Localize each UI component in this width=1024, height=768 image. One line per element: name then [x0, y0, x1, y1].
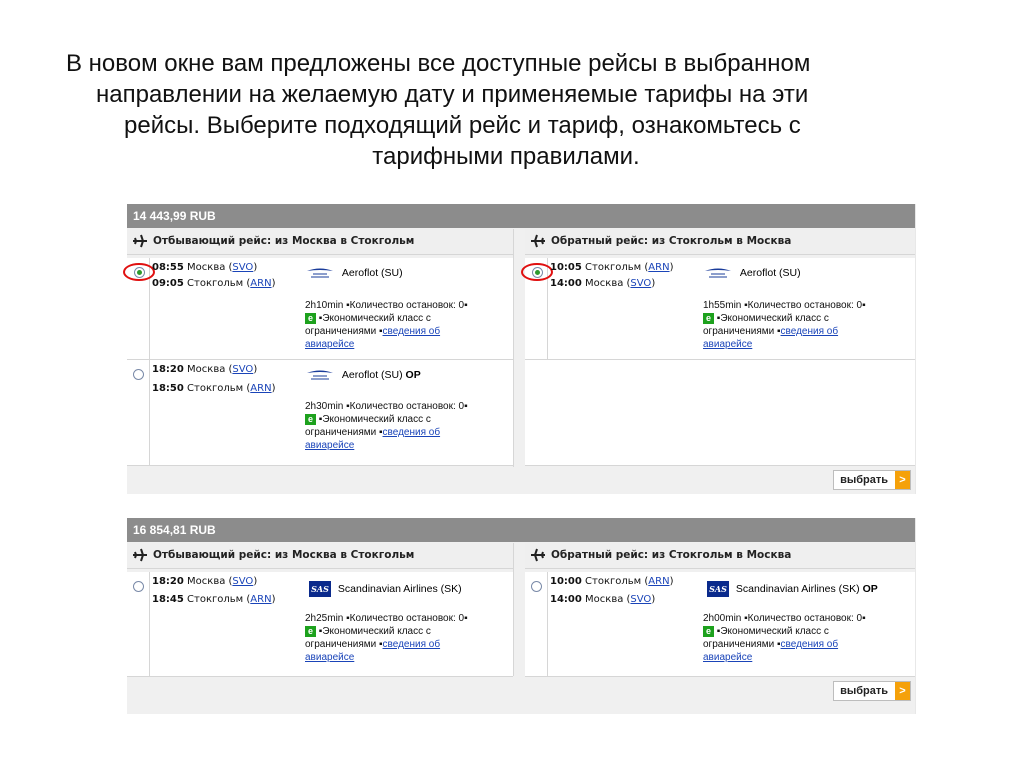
economy-badge-icon: e	[305, 626, 316, 637]
departure-line	[152, 576, 257, 587]
paren: )	[669, 576, 674, 587]
aeroflot-logo-icon	[703, 265, 733, 281]
arrival-time: 09:05	[152, 278, 184, 289]
departure-airport-link[interactable]: SVO	[232, 576, 254, 587]
flight-info-link[interactable]: сведения об	[780, 326, 839, 337]
departure-time: 10:05	[550, 262, 582, 273]
flight-info-link[interactable]: авиарейсе	[305, 339, 355, 350]
departure-city: Стокгольм (	[585, 262, 649, 273]
carrier	[703, 265, 801, 281]
sas-logo-icon: SAS	[309, 581, 331, 597]
paren: )	[651, 278, 656, 289]
flight-details	[703, 612, 913, 664]
flight-info-link[interactable]: сведения об	[780, 639, 839, 650]
aeroflot-logo-icon	[305, 367, 335, 383]
class-text: ▪Экономический класс с	[716, 313, 829, 324]
carrier	[305, 265, 403, 281]
plane-arrival-icon	[530, 547, 546, 563]
slide-line-1: В новом окне вам предложены все доступные рейсы в выбранном	[66, 50, 811, 77]
departure-airport-link[interactable]: SVO	[232, 364, 254, 375]
economy-badge-icon: e	[703, 313, 714, 324]
flight-radio[interactable]	[531, 581, 542, 592]
economy-badge-icon: e	[305, 414, 316, 425]
duration-stops: 2h10min ▪Количество остановок: 0▪	[305, 300, 468, 311]
flight-details	[305, 612, 515, 664]
plane-departure-icon	[132, 233, 148, 249]
flight-option	[127, 572, 513, 677]
class-text-2: ограничениями ▪	[703, 326, 781, 337]
departure-time: 08:55	[152, 262, 184, 273]
carrier	[309, 581, 462, 597]
fare-price: 16 854,81 RUB	[127, 518, 915, 542]
outbound-header	[127, 229, 513, 255]
flight-radio[interactable]	[133, 369, 144, 380]
class-text: ▪Экономический класс с	[318, 414, 431, 425]
select-label: выбрать	[840, 685, 888, 697]
class-text-2: ограничениями ▪	[305, 639, 383, 650]
empty-return-area	[525, 360, 915, 466]
departure-city: Москва (	[187, 262, 233, 273]
arrival-city: Москва (	[585, 278, 631, 289]
sas-logo-icon: SAS	[707, 581, 729, 597]
highlight-ring	[521, 263, 553, 281]
return-header-label: Обратный рейс: из Стокгольм в Москва	[551, 549, 792, 561]
arrival-airport-link[interactable]: ARN	[250, 594, 272, 605]
class-text-2: ограничениями ▪	[305, 427, 383, 438]
arrival-airport-link[interactable]: SVO	[630, 594, 652, 605]
carrier-name: Scandinavian Airlines (SK)	[735, 582, 860, 595]
flight-info-link[interactable]: авиарейсе	[305, 652, 355, 663]
class-text: ▪Экономический класс с	[318, 626, 431, 637]
departure-time: 18:20	[152, 364, 184, 375]
return-header	[525, 229, 915, 255]
duration-stops: 2h25min ▪Количество остановок: 0▪	[305, 613, 468, 624]
paren: )	[271, 278, 276, 289]
carrier-name: Aeroflot (SU)	[739, 266, 801, 279]
carrier	[707, 581, 878, 597]
plane-departure-icon	[132, 547, 148, 563]
flight-info-link[interactable]: сведения об	[382, 639, 441, 650]
arrival-time: 18:50	[152, 383, 184, 394]
outbound-header-label: Отбывающий рейс: из Москва в Стокгольм	[153, 235, 415, 247]
paren: )	[253, 576, 258, 587]
flight-info-link[interactable]: авиарейсе	[703, 652, 753, 663]
flight-details	[305, 400, 515, 452]
aeroflot-logo-icon	[305, 265, 335, 281]
fare-price: 14 443,99 RUB	[127, 204, 915, 228]
paren: )	[651, 594, 656, 605]
slide-line-3: рейсы. Выберите подходящий рейс и тариф, ознакомьтесь с	[124, 112, 801, 139]
slide-description	[66, 48, 966, 172]
departure-line	[550, 262, 673, 273]
departure-time: 10:00	[550, 576, 582, 587]
departure-airport-link[interactable]: ARN	[648, 576, 670, 587]
outbound-header-label: Отбывающий рейс: из Москва в Стокгольм	[153, 549, 415, 561]
departure-line	[152, 364, 257, 375]
carrier-suffix: OP	[862, 582, 878, 595]
flight-details	[703, 299, 913, 351]
return-header-label: Обратный рейс: из Стокгольм в Москва	[551, 235, 792, 247]
economy-badge-icon: e	[305, 313, 316, 324]
slide-line-2: направлении на желаемую дату и применяемые тарифы на эти	[96, 81, 809, 108]
flight-info-link[interactable]: авиарейсе	[305, 440, 355, 451]
paren: )	[271, 383, 276, 394]
flight-details	[305, 299, 515, 351]
flight-option	[127, 258, 513, 360]
departure-line	[550, 576, 673, 587]
select-label: выбрать	[840, 474, 888, 486]
class-text-2: ограничениями ▪	[703, 639, 781, 650]
outbound-header	[127, 543, 513, 569]
arrival-time: 14:00	[550, 594, 582, 605]
flight-option	[127, 360, 513, 466]
duration-stops: 2h30min ▪Количество остановок: 0▪	[305, 401, 468, 412]
class-text: ▪Экономический класс с	[318, 313, 431, 324]
flight-info-link[interactable]: сведения об	[382, 326, 441, 337]
paren: )	[253, 262, 258, 273]
flight-info-link[interactable]: сведения об	[382, 427, 441, 438]
departure-airport-link[interactable]: ARN	[648, 262, 670, 273]
paren: )	[669, 262, 674, 273]
paren: )	[253, 364, 258, 375]
arrival-line	[152, 383, 275, 394]
class-text: ▪Экономический класс с	[716, 626, 829, 637]
paren: )	[271, 594, 276, 605]
carrier-name: Aeroflot (SU)	[341, 266, 403, 279]
arrival-city: Стокгольм (	[187, 383, 251, 394]
economy-badge-icon: e	[703, 626, 714, 637]
flight-option	[525, 572, 915, 677]
arrival-line	[152, 594, 275, 605]
arrival-time: 18:45	[152, 594, 184, 605]
departure-city: Москва (	[187, 576, 233, 587]
carrier-suffix: OP	[405, 368, 421, 381]
arrival-airport-link[interactable]: ARN	[250, 278, 272, 289]
arrival-airport-link[interactable]: SVO	[630, 278, 652, 289]
duration-stops: 1h55min ▪Количество остановок: 0▪	[703, 300, 866, 311]
plane-arrival-icon	[530, 233, 546, 249]
departure-airport-link[interactable]: SVO	[232, 262, 254, 273]
carrier-name: Aeroflot (SU)	[341, 368, 403, 381]
slide-line-4: тарифными правилами.	[372, 143, 640, 170]
duration-stops: 2h00min ▪Количество остановок: 0▪	[703, 613, 866, 624]
flight-option	[525, 258, 915, 360]
fare-offer-1	[127, 204, 916, 494]
arrival-line	[152, 278, 275, 289]
class-text-2: ограничениями ▪	[305, 326, 383, 337]
select-fare-button[interactable]	[833, 681, 911, 701]
arrival-city: Стокгольм (	[187, 278, 251, 289]
arrival-line	[550, 594, 655, 605]
highlight-ring	[123, 263, 155, 281]
carrier	[305, 367, 421, 383]
chevron-right-icon: >	[895, 471, 910, 489]
departure-line	[152, 262, 257, 273]
arrival-airport-link[interactable]: ARN	[250, 383, 272, 394]
arrival-time: 14:00	[550, 278, 582, 289]
departure-city: Стокгольм (	[585, 576, 649, 587]
flight-radio[interactable]	[133, 581, 144, 592]
arrival-city: Москва (	[585, 594, 631, 605]
departure-city: Москва (	[187, 364, 233, 375]
arrival-city: Стокгольм (	[187, 594, 251, 605]
fare-offer-2	[127, 518, 916, 714]
return-header	[525, 543, 915, 569]
chevron-right-icon: >	[895, 682, 910, 700]
departure-time: 18:20	[152, 576, 184, 587]
arrival-line	[550, 278, 655, 289]
flight-info-link[interactable]: авиарейсе	[703, 339, 753, 350]
carrier-name: Scandinavian Airlines (SK)	[337, 582, 462, 595]
select-fare-button[interactable]	[833, 470, 911, 490]
